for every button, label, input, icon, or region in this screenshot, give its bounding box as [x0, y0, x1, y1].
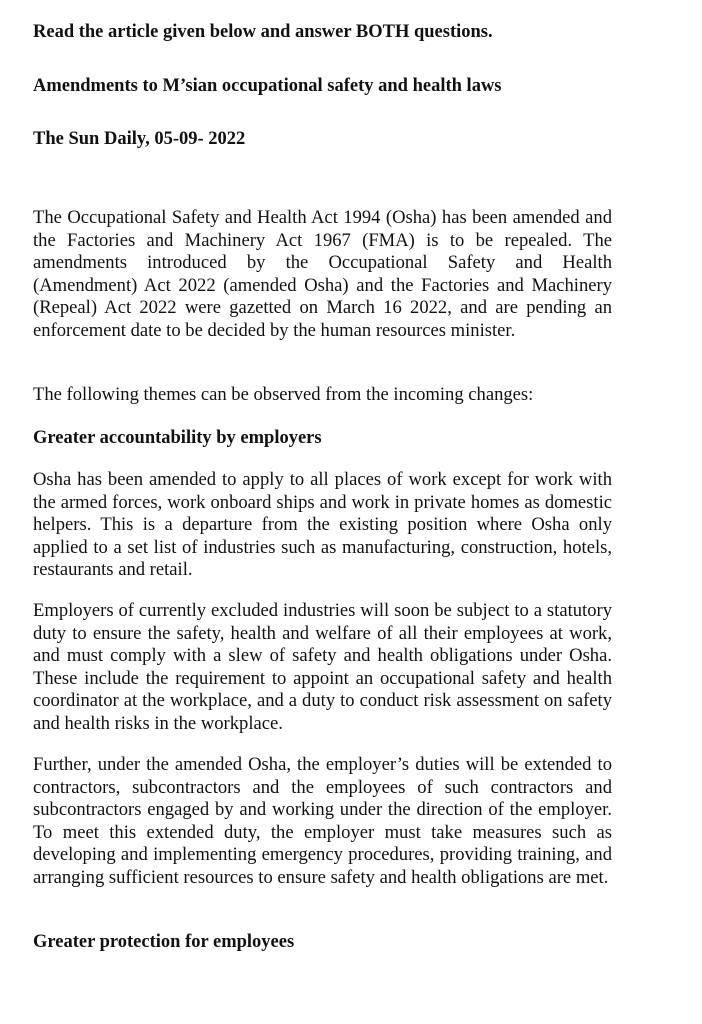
- accountability-paragraph-3: Further, under the amended Osha, the employer’s duties will be extended to contractors, subcontractors and the employees of such contractors and subcontractors engaged by and working under the direction of the employer. To meet this extended duty, the employer must take measures such as developing and implementing emergency procedures, providing training, and arranging sufficient resources to ensure safety and health obligations are met.: [33, 754, 612, 888]
- section-heading-accountability: Greater accountability by employers: [33, 428, 322, 448]
- accountability-paragraph-2: Employers of currently excluded industries will soon be subject to a statutory duty to ensure the safety, health and welfare of all their employees at work, and must comply with a slew of safety and health obligations under Osha. These include the requirement to appoint an occupational safety and health coordinator at the workplace, and a duty to conduct risk assessment on safety and health risks in the workplace.: [33, 600, 612, 734]
- intro-paragraph: The Occupational Safety and Health Act 1994 (Osha) has been amended and the Factories and Machinery Act 1967 (FMA) is to be repealed. The amendments introduced by the Occupational Safety and Health (Amendment) Act 2022 (amended Osha) and the Factories and Machinery (Repeal) Act 2022 were gazetted on March 16 2022, and are pending an enforcement date to be decided by the human resources minister.: [33, 207, 612, 341]
- themes-intro: The following themes can be observed from the incoming changes:: [33, 384, 534, 405]
- instruction-text: Read the article given below and answer BOTH questions.: [33, 22, 493, 42]
- section-heading-protection: Greater protection for employees: [33, 932, 295, 952]
- accountability-paragraph-1: Osha has been amended to apply to all places of work except for work with the armed forces, work onboard ships and work in private homes as domestic helpers. This is a departure from the existing position where Osha only applied to a set list of industries such as manufacturing, construction, hotels, restaurants and retail.: [33, 469, 612, 581]
- source-line: The Sun Daily, 05-09- 2022: [33, 129, 246, 149]
- article-title: Amendments to M’sian occupational safety and health laws: [33, 76, 502, 96]
